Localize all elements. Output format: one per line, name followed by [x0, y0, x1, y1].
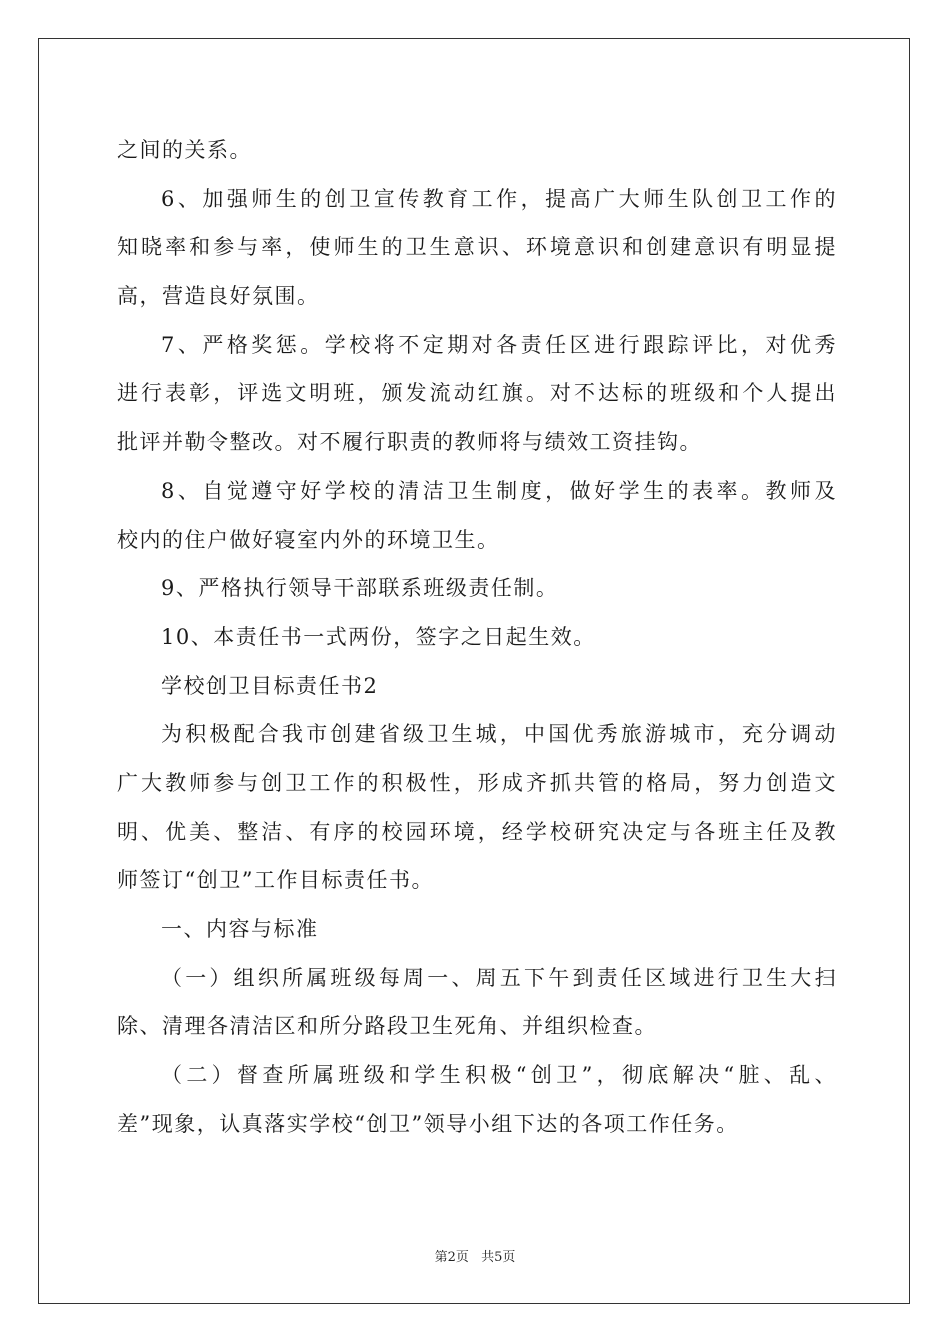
text-line: （一）组织所属班级每周一、周五下午到责任区域进行卫生大扫: [161, 965, 837, 990]
text-line: 8、自觉遵守好学校的清洁卫生制度，做好学生的表率。教师及: [161, 478, 837, 503]
text-line: 之间的关系。: [117, 138, 252, 162]
text-line: 师签订“创卫”工作目标责任书。: [117, 868, 434, 893]
text-line: 9、严格执行领导干部联系班级责任制。: [161, 576, 559, 601]
text-line: 知晓率和参与率，使师生的卫生意识、环境意识和创建意识有明显提: [117, 235, 837, 260]
page-footer: [0, 1246, 950, 1265]
text-line: 批评并勒令整改。对不履行职责的教师将与绩效工资挂钩。: [117, 430, 702, 455]
text-line: 高，营造良好氛围。: [117, 284, 320, 309]
page-total: 共5页: [481, 1250, 516, 1265]
text-line: （二）督查所属班级和学生积极“创卫”，彻底解决“脏、乱、: [161, 1063, 837, 1088]
text-line: 差”现象，认真落实学校“创卫”领导小组下达的各项工作任务。: [117, 1111, 739, 1136]
text-line: 广大教师参与创卫工作的积极性，形成齐抓共管的格局，努力创造文: [117, 770, 837, 795]
text-line: 进行表彰，评选文明班，颁发流动红旗。对不达标的班级和个人提出: [117, 381, 837, 406]
document-body: [117, 126, 837, 1148]
text-line: 10、本责任书一式两份，签字之日起生效。: [161, 624, 596, 649]
text-line: 除、清理各清洁区和所分路段卫生死角、并组织检查。: [117, 1014, 657, 1039]
text-line: 学校创卫目标责任书2: [161, 673, 379, 698]
text-line: 7、严格奖惩。学校将不定期对各责任区进行跟踪评比，对优秀: [161, 332, 837, 357]
text-line: 6、加强师生的创卫宣传教育工作，提高广大师生队创卫工作的: [161, 186, 837, 211]
page-number: 第2页: [434, 1250, 469, 1265]
text-line: 校内的住户做好寝室内外的环境卫生。: [117, 527, 500, 552]
text-line: 明、优美、整洁、有序的校园环境，经学校研究决定与各班主任及教: [117, 819, 837, 844]
text-line: 一、内容与标准: [161, 917, 319, 941]
text-line: 为积极配合我市创建省级卫生城，中国优秀旅游城市，充分调动: [161, 722, 837, 747]
